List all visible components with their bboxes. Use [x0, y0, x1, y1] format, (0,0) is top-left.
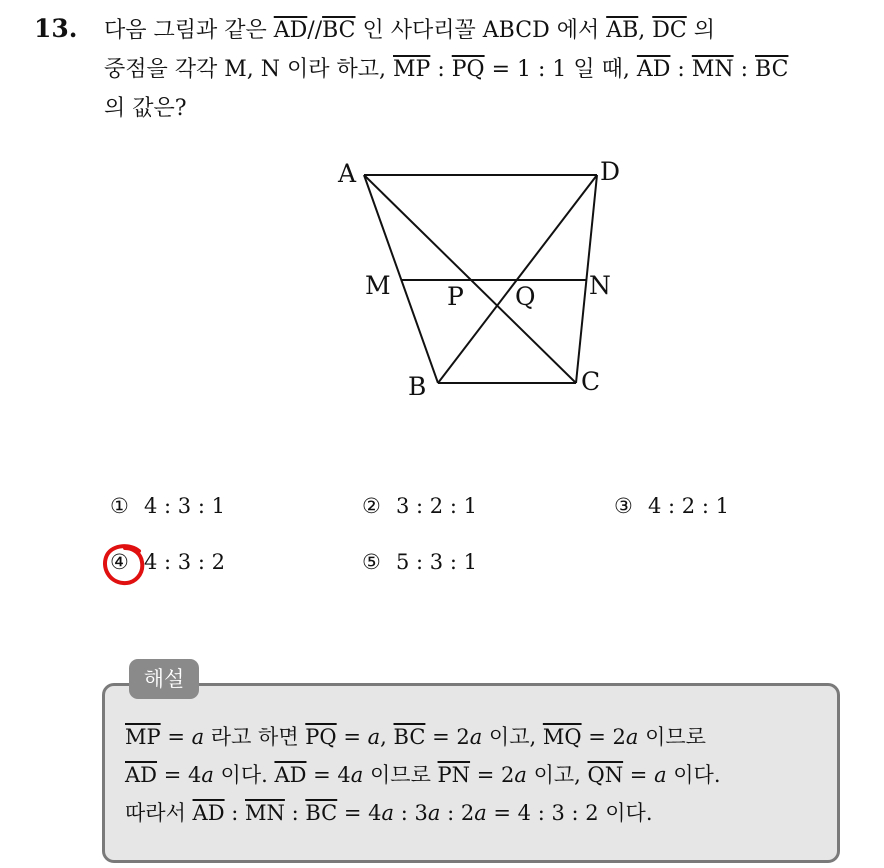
- question-line-1: [104, 16, 715, 46]
- segment-bc: $\overline{BC}$: [305, 801, 338, 825]
- answer-circle-stroke: [105, 546, 142, 583]
- explanation-line-2: [125, 760, 721, 790]
- label-c: C: [581, 367, 601, 396]
- segment-mn: $\overline{MN}$: [245, 801, 285, 825]
- segment-pn: $\overline{PN}$: [437, 763, 471, 787]
- choice-text: 3 : 2 : 1: [396, 494, 477, 518]
- text: 이므로: [638, 725, 706, 749]
- text: = 2: [425, 725, 470, 749]
- label-q: Q: [515, 282, 536, 311]
- text: 이다.: [666, 763, 721, 787]
- explanation-tab: 해설: [129, 659, 199, 699]
- text: =: [623, 763, 655, 787]
- text: 의: [686, 18, 715, 43]
- var-a: a: [427, 801, 441, 825]
- choice-mark: ③: [614, 494, 633, 518]
- segment-mp: $\overline{MP}$: [125, 725, 161, 749]
- var-a: a: [381, 801, 395, 825]
- text: : 3: [394, 801, 428, 825]
- text: = 2: [581, 725, 626, 749]
- text: = 4: [306, 763, 351, 787]
- var-a: a: [191, 725, 205, 749]
- segment-dc: $\overline{DC}$: [652, 18, 687, 43]
- text: :: [430, 57, 452, 82]
- text: :: [670, 57, 692, 82]
- trapezoid-figure: [330, 150, 640, 410]
- text: :: [733, 57, 756, 82]
- text: ,: [380, 725, 394, 749]
- explanation-line-1: [125, 722, 706, 752]
- figure-lines: [364, 175, 597, 383]
- text: 인 사다리꼴 ABCD 에서: [355, 18, 607, 43]
- choice-1[interactable]: [110, 494, 225, 518]
- label-b: B: [408, 372, 427, 401]
- text: : 2: [440, 801, 475, 825]
- choice-mark: ⑤: [362, 550, 381, 574]
- var-a: a: [350, 763, 364, 787]
- text: 중점을 각각 M, N 이라 하고,: [104, 57, 393, 82]
- text: = 1 : 1 일 때,: [484, 57, 637, 82]
- segment-mq: $\overline{MQ}$: [542, 725, 582, 749]
- text: = 2: [470, 763, 515, 787]
- label-d: D: [600, 157, 621, 186]
- label-m: M: [365, 271, 391, 300]
- var-a: a: [514, 763, 527, 787]
- segment-ad: $\overline{AD}$: [636, 57, 671, 82]
- segment-ad: $\overline{AD}$: [274, 763, 307, 787]
- segment-ad: $\overline{AD}$: [273, 18, 308, 43]
- var-a: a: [654, 763, 667, 787]
- var-a: a: [367, 725, 381, 749]
- var-a: a: [474, 801, 487, 825]
- segment-mp: $\overline{MP}$: [393, 57, 431, 82]
- text: 이다.: [213, 763, 275, 787]
- question-number: 13.: [34, 14, 78, 43]
- answer-circle-mark: [101, 542, 149, 588]
- choice-mark: ②: [362, 494, 381, 518]
- choice-3[interactable]: [614, 494, 729, 518]
- text: =: [160, 725, 192, 749]
- var-a: a: [201, 763, 214, 787]
- label-a: A: [338, 159, 357, 188]
- text: 이고,: [526, 763, 588, 787]
- text: = 4 : 3 : 2 이다.: [486, 801, 653, 825]
- text: = 4: [337, 801, 382, 825]
- question-line-2: [104, 55, 788, 85]
- choice-text: 4 : 3 : 1: [144, 494, 225, 518]
- segment-pq: $\overline{PQ}$: [305, 725, 337, 749]
- explanation-line-3: [125, 798, 653, 828]
- segment-bc: $\overline{BC}$: [322, 18, 356, 43]
- var-a: a: [469, 725, 483, 749]
- choice-text: 4 : 2 : 1: [648, 494, 729, 518]
- question-line-3: 의 값은?: [104, 96, 187, 121]
- segment-qn: $\overline{QN}$: [587, 763, 624, 787]
- choice-text: 4 : 3 : 2: [144, 550, 225, 574]
- segment-bc: $\overline{BC}$: [755, 57, 789, 82]
- label-p: P: [447, 282, 464, 311]
- text: ,: [638, 18, 653, 43]
- text: =: [336, 725, 368, 749]
- text: :: [284, 801, 306, 825]
- label-n: N: [589, 271, 611, 300]
- parallel-symbol: //: [307, 18, 323, 43]
- text: 다음 그림과 같은: [104, 18, 274, 43]
- text: 라고 하면: [204, 725, 306, 749]
- text: 이고,: [482, 725, 543, 749]
- text: 따라서: [125, 801, 193, 825]
- text: :: [224, 801, 245, 825]
- choice-5[interactable]: [362, 550, 477, 574]
- choice-2[interactable]: [362, 494, 477, 518]
- text: = 4: [157, 763, 202, 787]
- choice-mark: ①: [110, 494, 129, 518]
- var-a: a: [625, 725, 639, 749]
- segment-ab: $\overline{AB}$: [606, 18, 639, 43]
- choice-text: 5 : 3 : 1: [396, 550, 477, 574]
- text: 이므로: [363, 763, 438, 787]
- segment-bc: $\overline{BC}$: [393, 725, 426, 749]
- segment-ad: $\overline{AD}$: [125, 763, 158, 787]
- choice-mark: ④: [110, 550, 129, 574]
- segment-ad: $\overline{AD}$: [192, 801, 225, 825]
- segment-pq: $\overline{PQ}$: [451, 57, 485, 82]
- segment-mn: $\overline{MN}$: [691, 57, 734, 82]
